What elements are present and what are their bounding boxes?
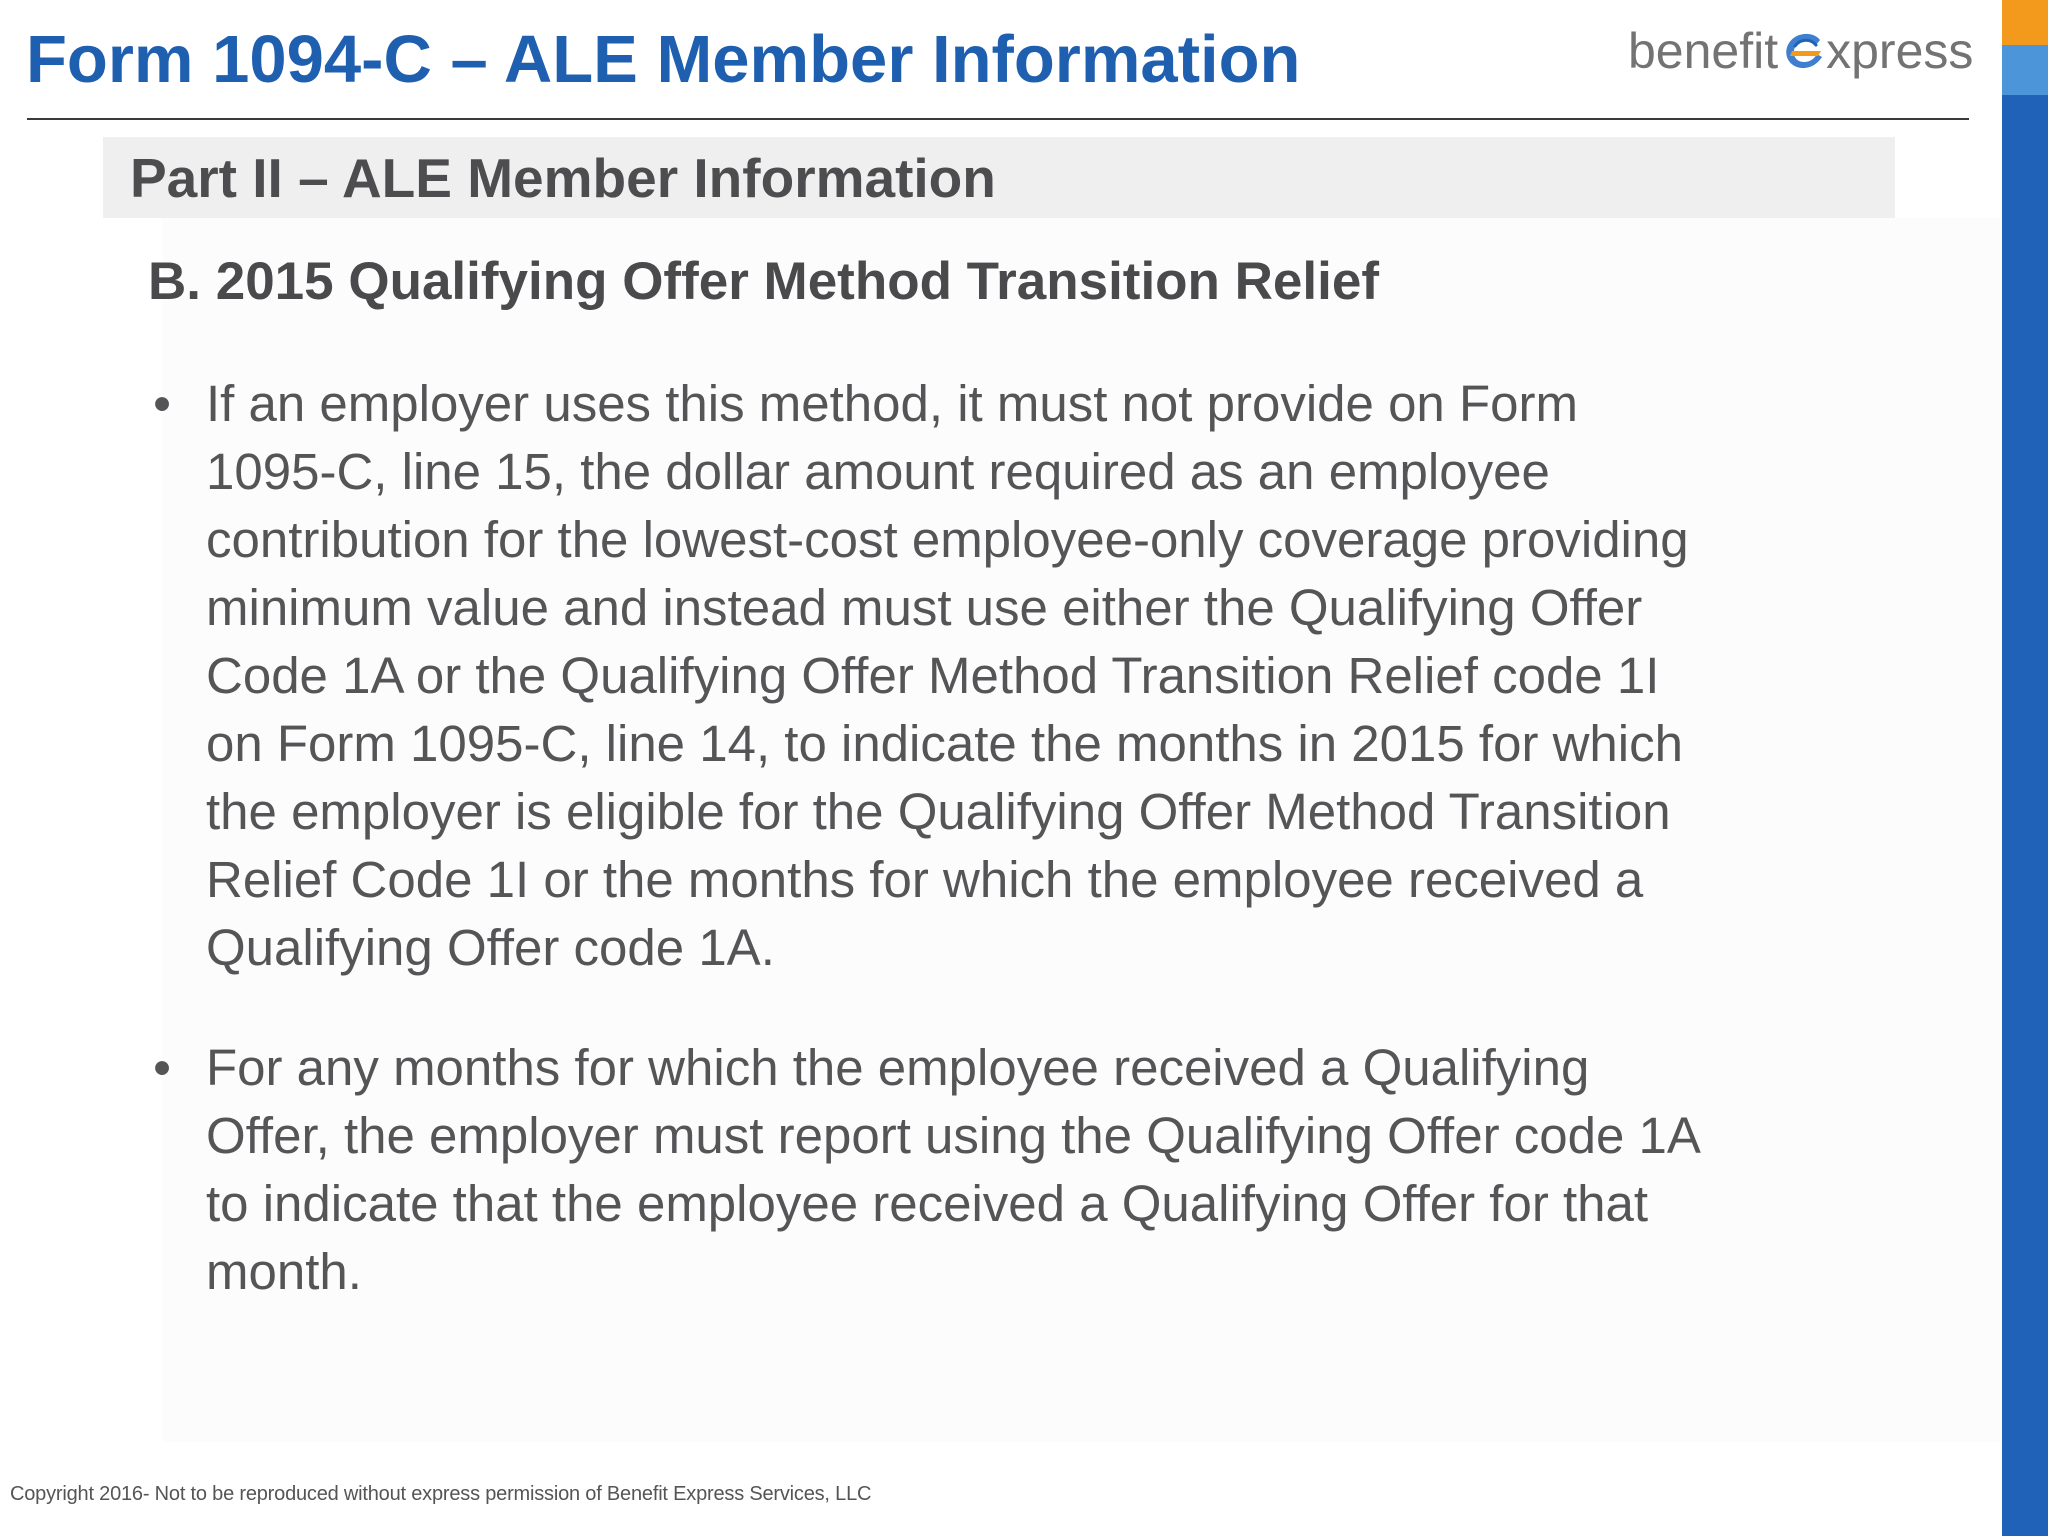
bullet-line: Code 1A or the Qualifying Offer Method Transition Relief code 1I [206, 647, 1660, 704]
benefit-express-logo [1628, 12, 1974, 90]
bullet-line: on Form 1095-C, line 14, to indicate the months in 2015 for which [206, 715, 1683, 772]
bullet-line: the employer is eligible for the Qualifying Offer Method Transition [206, 783, 1671, 840]
logo-text-benefit: benefit [1628, 23, 1779, 79]
title-divider [27, 118, 1969, 120]
bullet-line: Qualifying Offer code 1A. [206, 919, 775, 976]
bullet-line: to indicate that the employee received a Qualifying Offer for that [206, 1175, 1649, 1232]
bullet-line: For any months for which the employee received a Qualifying [206, 1039, 1590, 1096]
bullet-line: If an employer uses this method, it must not provide on Form [206, 375, 1578, 432]
bullet-line: contribution for the lowest-cost employee-only coverage providing [206, 511, 1689, 568]
logo-text-xpress: xpress [1826, 23, 1974, 79]
qualifying-offer-subheading: B. 2015 Qualifying Offer Method Transition Relief [148, 252, 1379, 311]
relief-bullet-list [148, 370, 1888, 1306]
bullet-line: 1095-C, line 15, the dollar amount required as an employee [206, 443, 1550, 500]
bullet-text-monthly-reporting [206, 1034, 1936, 1306]
bullet-line: minimum value and instead must use either the Qualifying Offer [206, 579, 1643, 636]
copyright-notice: Copyright 2016- Not to be reproduced without express permission of Benefit Express Services, LLC [10, 1483, 872, 1505]
bullet-text-method-requirement [206, 370, 1936, 982]
bullet-item-method-requirement [148, 370, 1888, 982]
slide-title: Form 1094-C – ALE Member Information [26, 22, 1301, 97]
bullet-line: Offer, the employer must report using the Qualifying Offer code 1A [206, 1107, 1701, 1164]
bullet-icon: • [153, 1039, 171, 1096]
section-title: Part II – ALE Member Information [130, 147, 996, 209]
bullet-item-monthly-reporting [148, 1034, 1888, 1306]
orange-accent-block [2002, 0, 2048, 45]
bullet-line: month. [206, 1243, 362, 1300]
right-accent-bar [2002, 0, 2048, 1536]
light-blue-accent-block [2002, 45, 2048, 95]
blue-e-logo-mark-icon [1778, 26, 1828, 76]
bullet-icon: • [153, 375, 171, 432]
bullet-line: Relief Code 1I or the months for which the employee received a [206, 851, 1644, 908]
